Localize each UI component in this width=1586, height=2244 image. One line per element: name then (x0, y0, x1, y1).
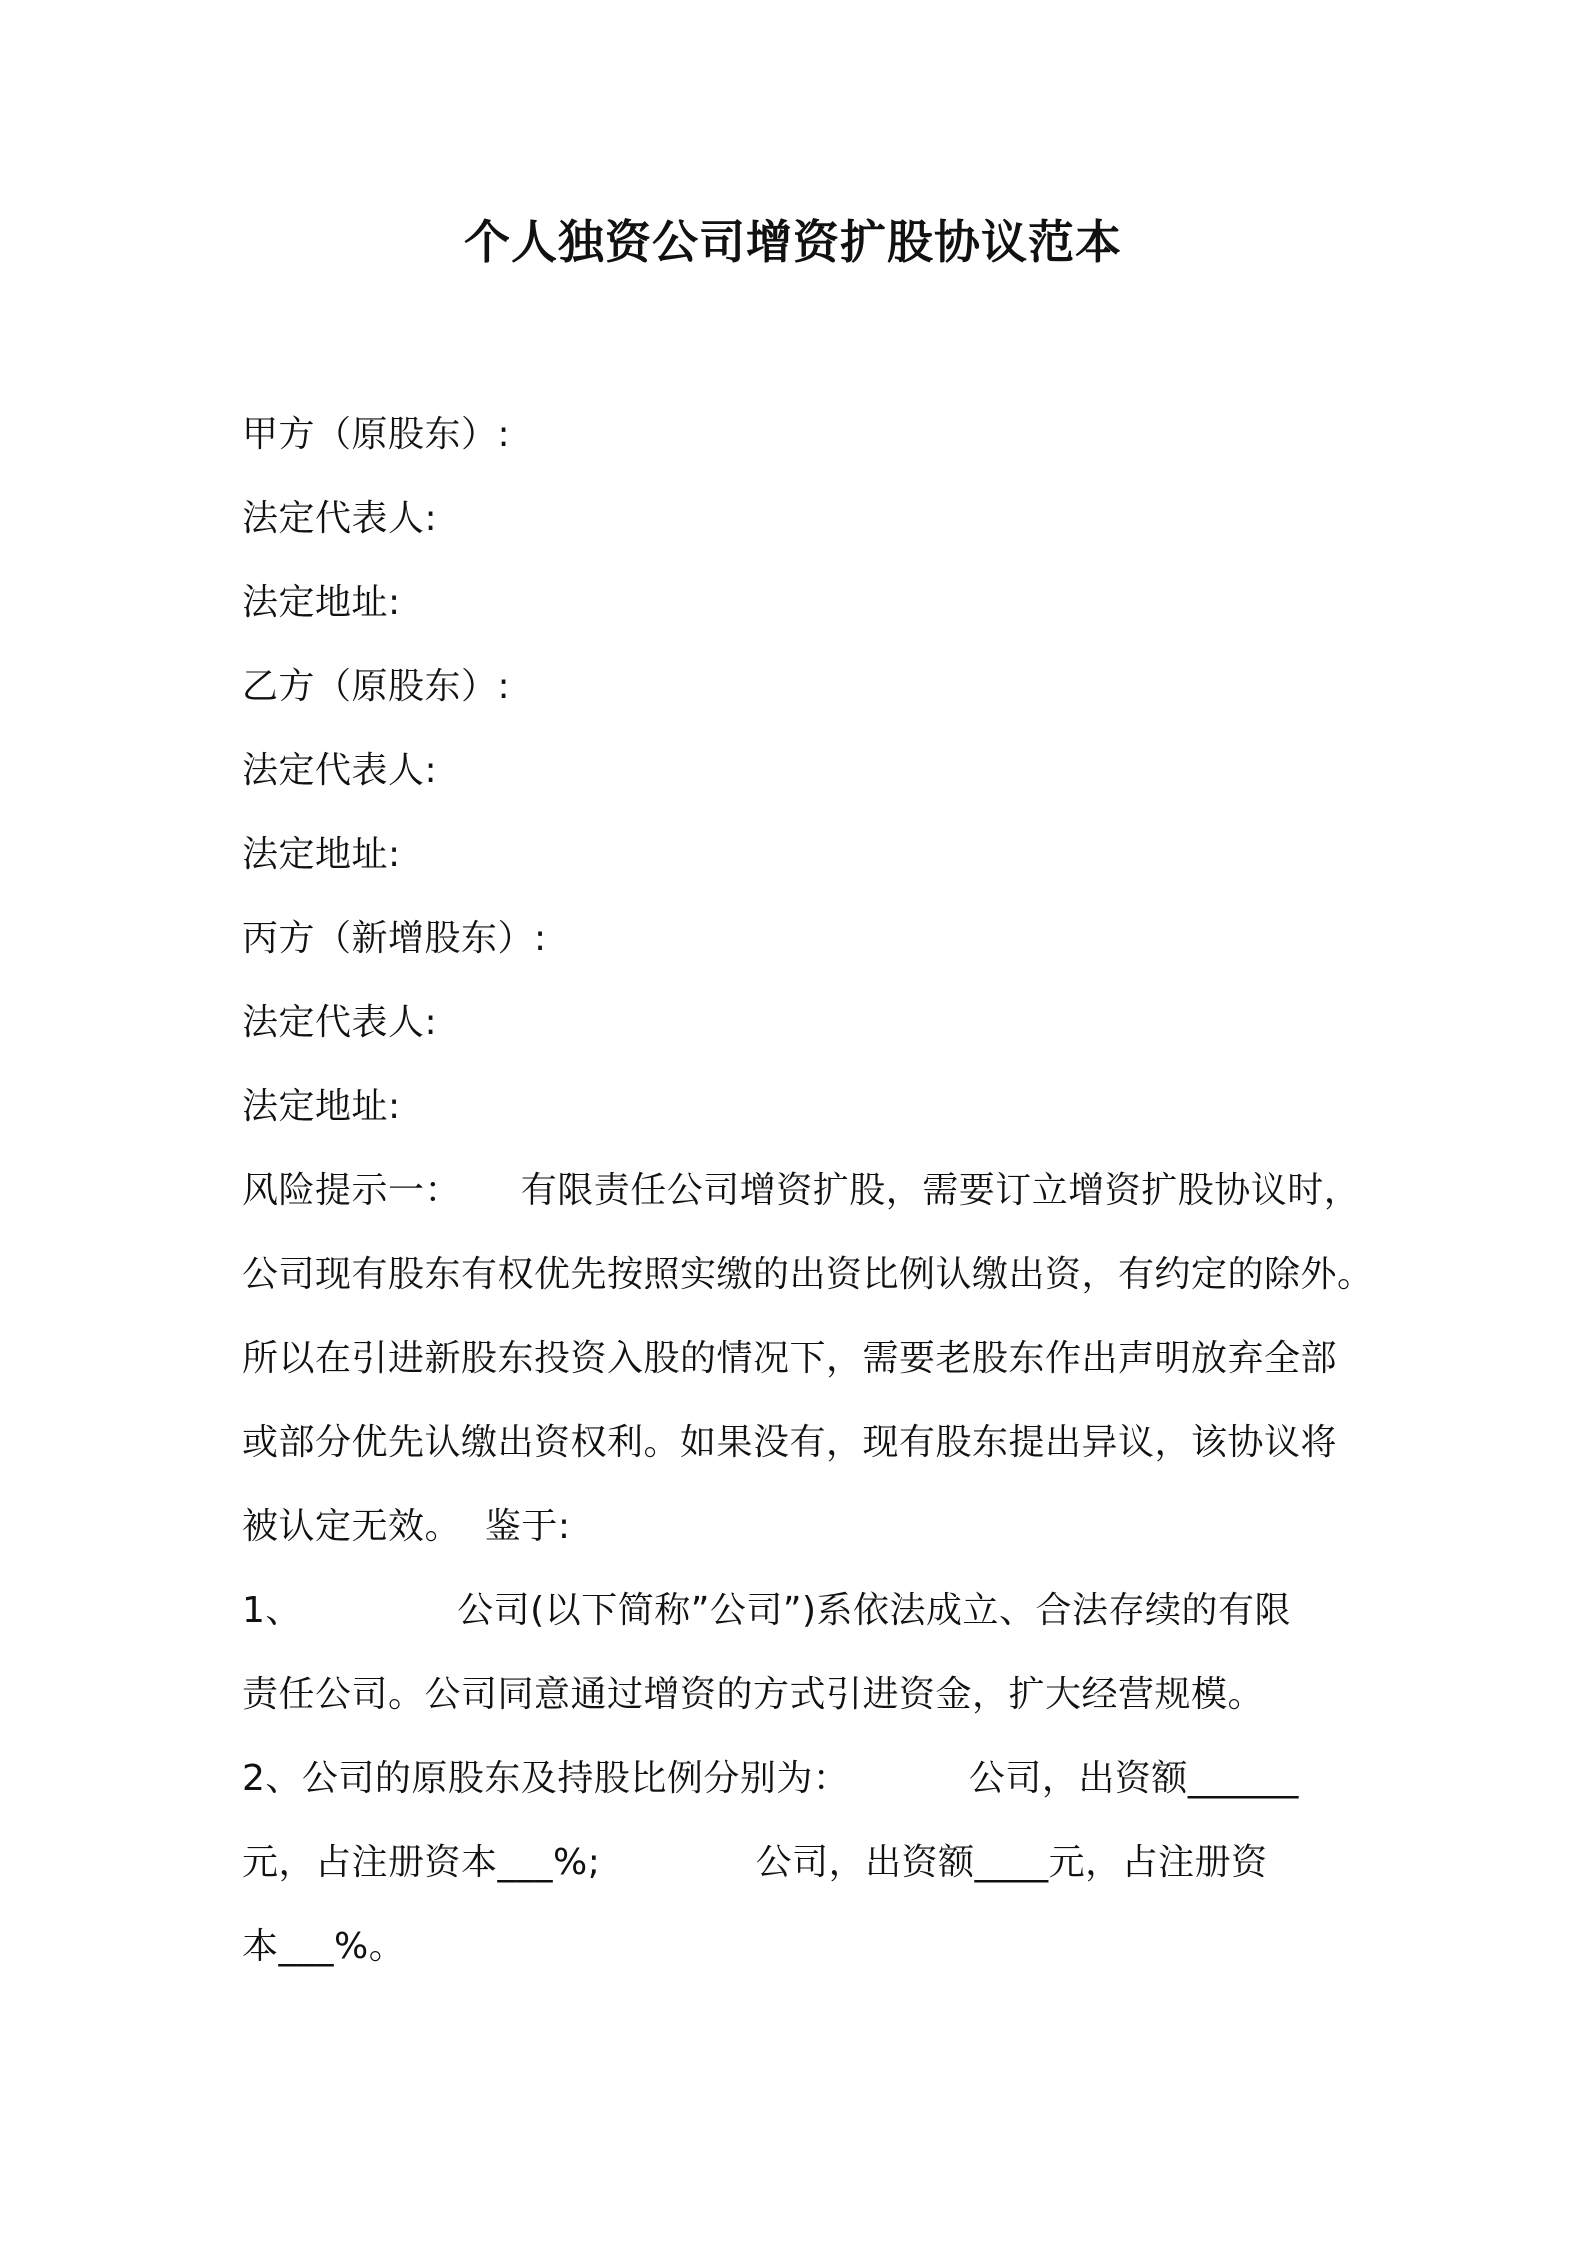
risk-note-line: 公司现有股东有权优先按照实缴的出资比例认缴出资，有约定的除外。 (242, 1254, 1374, 1295)
clause-1-line: 责任公司。公司同意通过增资的方式引进资金，扩大经营规模。 (242, 1674, 1265, 1715)
risk-note-line: 风险提示一： 有限责任公司增资扩股，需要订立增资扩股协议时， (242, 1170, 1361, 1211)
clause-2-line: 本___%。 (242, 1926, 406, 1967)
risk-note-line: 被认定无效。 鉴于: (242, 1506, 571, 1547)
clause-1-line: 1、 公司(以下简称”公司”)系依法成立、合法存续的有限 (242, 1590, 1292, 1631)
party-b-rep-label: 法定代表人: (242, 750, 438, 791)
document-title: 个人独资公司增资扩股协议范本 (464, 215, 1122, 269)
clause-2-line: 2、公司的原股东及持股比例分别为： 公司，出资额______ (242, 1758, 1299, 1799)
party-c-rep-label: 法定代表人: (242, 1002, 438, 1043)
party-a-addr-label: 法定地址: (242, 582, 401, 623)
party-b-addr-label: 法定地址: (242, 834, 401, 875)
party-a-name-label: 甲方（原股东）: (242, 414, 511, 455)
risk-note-line: 或部分优先认缴出资权利。如果没有，现有股东提出异议，该协议将 (242, 1422, 1338, 1463)
risk-note-line: 所以在引进新股东投资入股的情况下，需要老股东作出声明放弃全部 (242, 1338, 1338, 1379)
party-c-name-label: 丙方（新增股东）: (242, 918, 547, 959)
clause-2-line: 元，占注册资本___%; 公司，出资额____元，占注册资 (242, 1842, 1268, 1883)
party-c-addr-label: 法定地址: (242, 1086, 401, 1127)
party-a-rep-label: 法定代表人: (242, 498, 438, 539)
party-b-name-label: 乙方（原股东）: (242, 666, 511, 707)
